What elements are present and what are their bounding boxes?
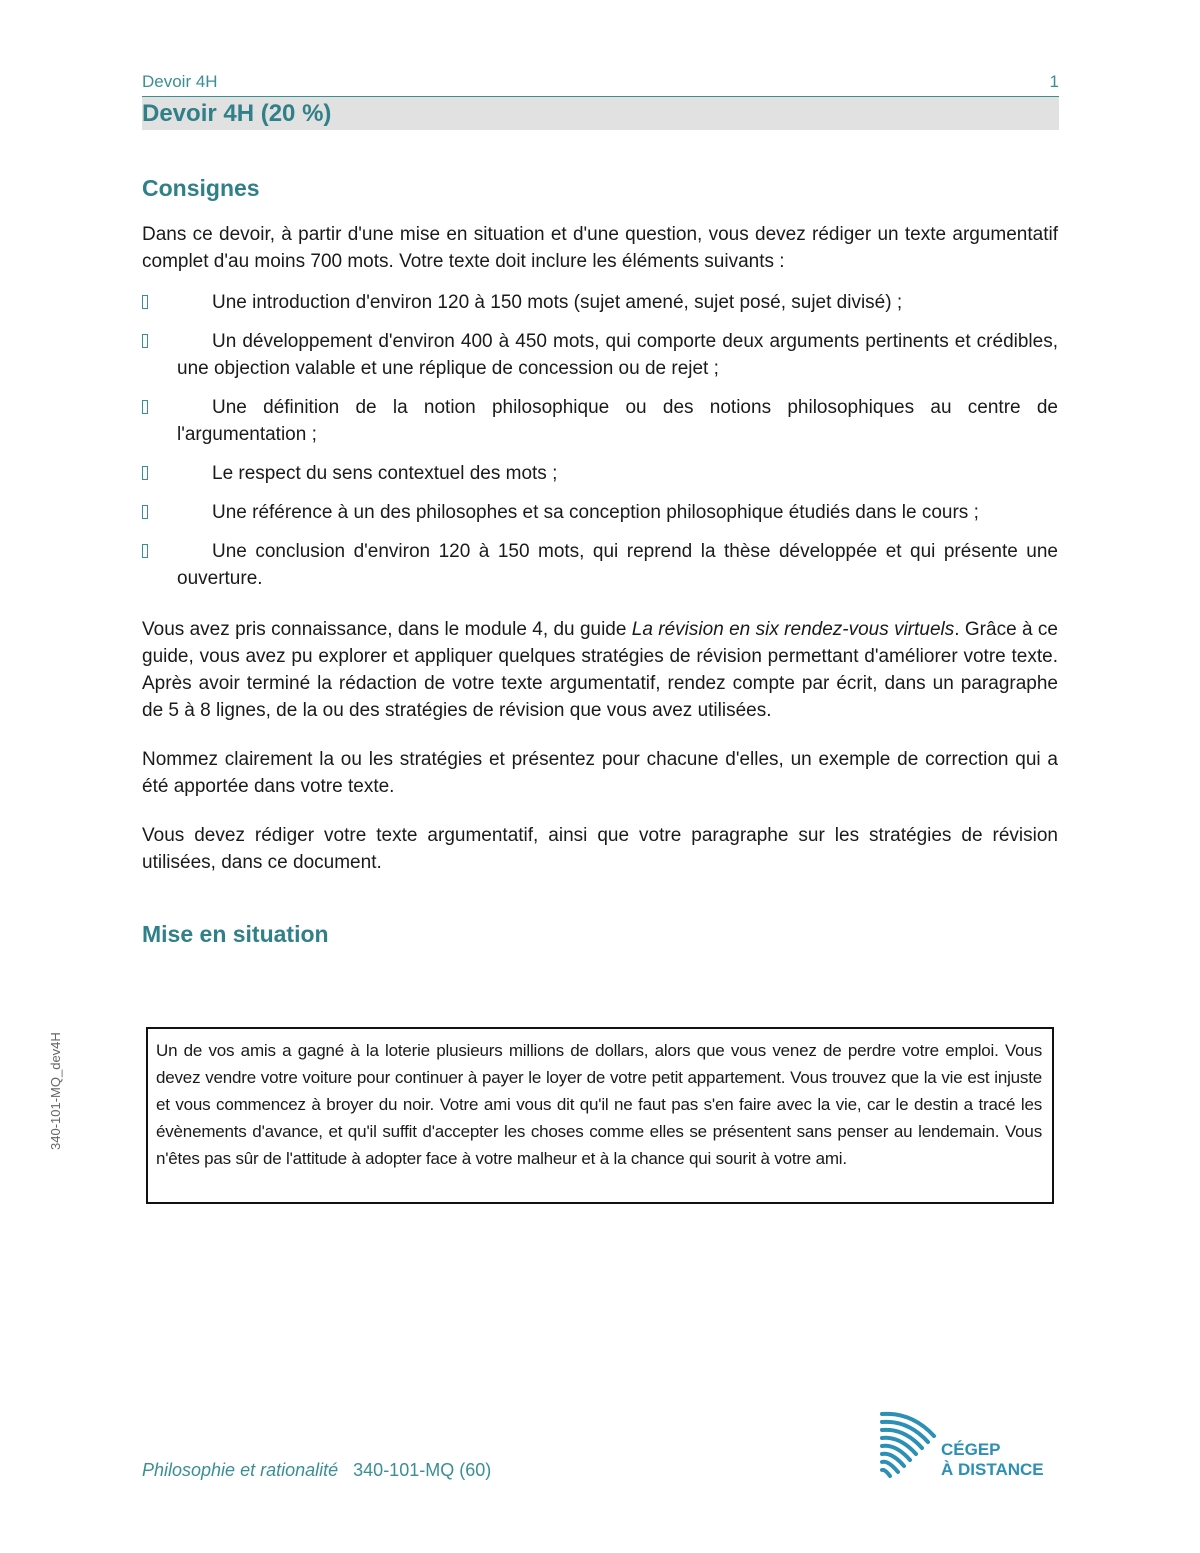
bullet-icon (142, 466, 148, 480)
header-doc-name: Devoir 4H (142, 72, 218, 91)
logo-waves-icon (878, 1410, 940, 1482)
list-item (142, 499, 1058, 526)
logo-line-1: CÉGEP (941, 1440, 1001, 1459)
rediger-paragraph: Vous devez rédiger votre texte argumentatif, ainsi que votre paragraphe sur les stratégies de révision utilisées, dans ce document. (142, 825, 1058, 873)
list-item-text: Une définition de la notion philosophique ou des notions philosophiques au centre de l'argumentation ; (177, 397, 1058, 445)
bullet-icon (142, 295, 148, 309)
list-item (142, 328, 1058, 382)
mise-en-situation-heading: Mise en situation (142, 921, 329, 947)
list-item (142, 289, 1058, 316)
requirements-list (142, 289, 1058, 592)
document-body (142, 170, 1058, 948)
revision-text-start: Vous avez pris connaissance, dans le module 4, du guide (142, 619, 632, 640)
list-item-text: Une conclusion d'environ 120 à 150 mots, qui reprend la thèse développée et qui présente une ouverture. (177, 541, 1058, 589)
footer (142, 1460, 491, 1481)
guide-title: La révision en six rendez-vous virtuels (631, 619, 955, 640)
cegep-logo (878, 1410, 1058, 1482)
list-item-text: Un développement d'environ 400 à 450 mots, qui comporte deux arguments pertinents et crédibles, une objection valable et une réplique de concession ou de rejet ; (177, 331, 1058, 379)
list-item (142, 460, 1058, 487)
side-document-code: 340-101-MQ_dev4H (48, 1032, 63, 1150)
logo-wordmark (941, 1440, 1044, 1480)
bullet-icon (142, 505, 148, 519)
bullet-icon (142, 334, 148, 348)
list-item-text: Une référence à un des philosophes et sa conception philosophique étudiés dans le cours ; (212, 502, 979, 523)
bullet-icon (142, 400, 148, 414)
consignes-intro: Dans ce devoir, à partir d'une mise en situation et d'une question, vous devez rédiger un texte argumentatif complet d'au moins 700 mots. Votre texte doit inclure les éléments suivants : (142, 224, 1058, 272)
footer-course-name: Philosophie et rationalité (142, 1460, 339, 1480)
consignes-heading: Consignes (142, 175, 260, 201)
nommez-paragraph: Nommez clairement la ou les stratégies et présentez pour chacune d'elles, un exemple de correction qui a été apportée dans votre texte. (142, 749, 1058, 797)
situation-text: Un de vos amis a gagné à la loterie plusieurs millions de dollars, alors que vous venez de perdre votre emploi. Vous devez vendre votre voiture pour continuer à payer le loyer de votre petit appartement. Vous trouvez que la vie est injuste et vous commencez à broyer du noir. Votre ami vous dit qu'il ne faut pas s'en faire avec la vie, car le destin a tracé les évènements d'avance, et qu'il suffit d'accepter les choses comme elles se présentent sans penser au lendemain. Vous n'êtes pas sûr de l'attitude à adopter face à votre malheur et à la chance qui sourit à votre ami. (156, 1041, 1042, 1168)
logo-line-2: À DISTANCE (941, 1460, 1044, 1479)
page-title: Devoir 4H (20 %) (142, 100, 332, 127)
running-header (142, 70, 1059, 97)
list-item (142, 538, 1058, 592)
revision-text-end: . Grâce à ce guide, vous avez pu explorer et appliquer quelques stratégies de révision permettant d'améliorer votre texte. Après avoir terminé la rédaction de votre texte argumentatif, rendez compte par écrit, dans un paragraphe de 5 à 8 lignes, de la ou des stratégies de révision que vous avez utilisées. (142, 619, 1058, 721)
footer-course-code: 340-101-MQ (60) (353, 1460, 492, 1480)
title-bar (142, 97, 1059, 130)
list-item-text: Une introduction d'environ 120 à 150 mots (sujet amené, sujet posé, sujet divisé) ; (212, 292, 903, 313)
situation-box (146, 1027, 1054, 1204)
bullet-icon (142, 544, 148, 558)
revision-paragraph (142, 616, 1058, 724)
list-item (142, 394, 1058, 448)
list-item-text: Le respect du sens contextuel des mots ; (212, 463, 558, 484)
page-number: 1 (1049, 72, 1059, 91)
